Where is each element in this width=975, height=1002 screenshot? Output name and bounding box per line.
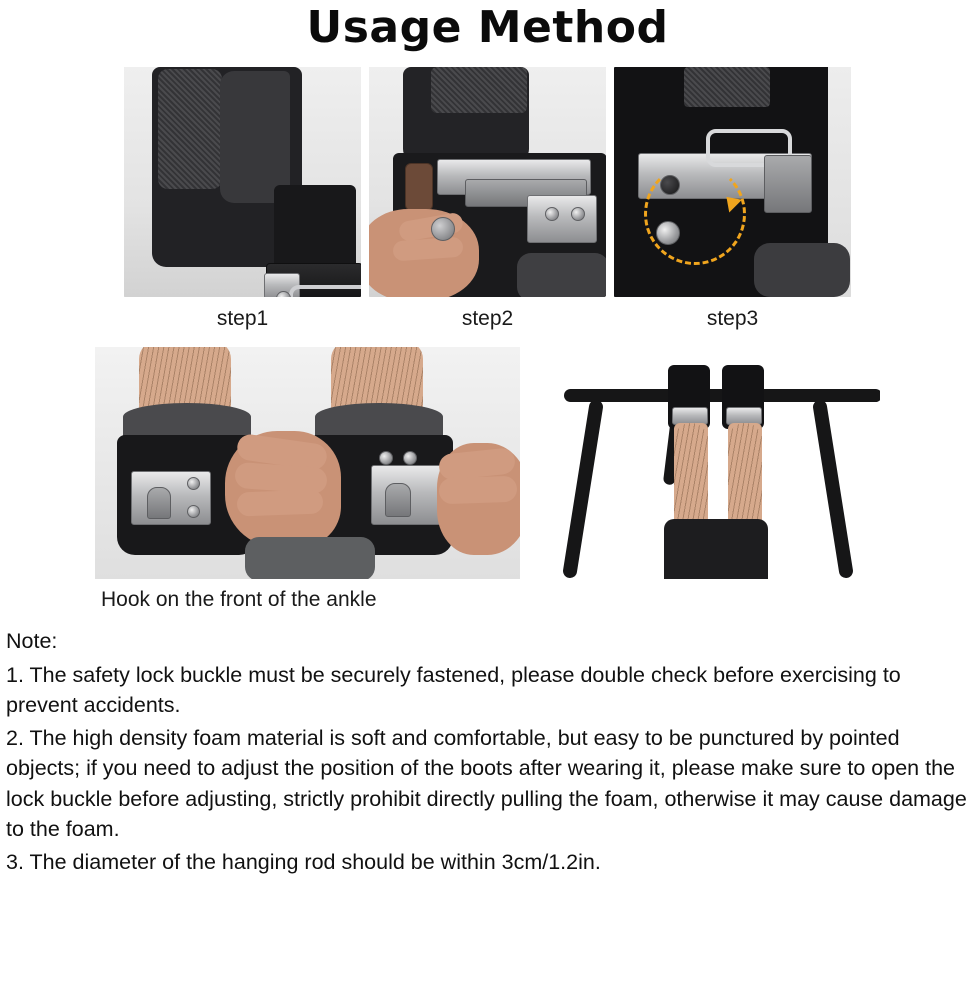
pivot-bolt (571, 207, 585, 221)
note-item-2: 2. The high density foam material is soft and comfortable, but easy to be punctured by pointed objects; if you need to adjust the position of the boots after wearing it, please make sure to open the lock buckle before adjusting, strictly prohibit directly pulling the foam, otherwise it may cause damage to the foam. (6, 725, 967, 842)
ankle-hook-cell (95, 347, 520, 612)
notes-heading: Note: (6, 629, 58, 653)
boot-foam-side (754, 243, 850, 297)
boot-foam-padding (684, 67, 770, 107)
boot-foam-padding (431, 67, 527, 113)
lock-plate (527, 195, 597, 243)
bolt (379, 451, 393, 465)
bolt (187, 477, 200, 490)
step3-caption: step3 (706, 307, 759, 330)
boot-foam-padding (158, 69, 222, 189)
finger (237, 490, 324, 517)
hook-left (147, 487, 171, 519)
lock-plate (764, 155, 812, 213)
bolt (403, 451, 417, 465)
steps-row (0, 67, 975, 331)
page-title: Usage Method (306, 2, 669, 53)
step3-photo (614, 67, 851, 297)
leg-hair (728, 423, 762, 527)
leg-hair (674, 423, 708, 527)
step-cell-3 (614, 67, 851, 331)
hook-right (385, 483, 411, 517)
trouser-hem (245, 537, 375, 579)
step1-caption: step1 (216, 307, 269, 330)
boot-foam-side (517, 253, 606, 297)
bolt (187, 505, 200, 518)
step2-photo (369, 67, 606, 297)
usage-method-page (0, 2, 975, 1002)
note-item-1: 1. The safety lock buckle must be securely fastened, please double check before exercising to prevent accidents. (6, 662, 901, 718)
finger (439, 476, 518, 505)
ankle-hook-photo (95, 347, 520, 579)
strap-tab (405, 163, 433, 211)
ankle-hook-caption: Hook on the front of the ankle (101, 588, 377, 611)
shorts (664, 519, 768, 579)
step2-caption: step2 (461, 307, 514, 330)
second-row (0, 331, 975, 612)
wire-lock-loop (289, 285, 361, 297)
step-cell-1 (124, 67, 361, 331)
step1-photo (124, 67, 361, 297)
boot-foam-side (220, 71, 290, 203)
rotation-arrow-icon (644, 163, 746, 265)
pivot-bolt (545, 207, 559, 221)
note-item-3: 3. The diameter of the hanging rod should be within 3cm/1.2in. (6, 849, 601, 874)
notes-section (0, 612, 975, 877)
hanging-photo (556, 347, 880, 579)
step-cell-2 (369, 67, 606, 331)
thumb-knob (431, 217, 455, 241)
